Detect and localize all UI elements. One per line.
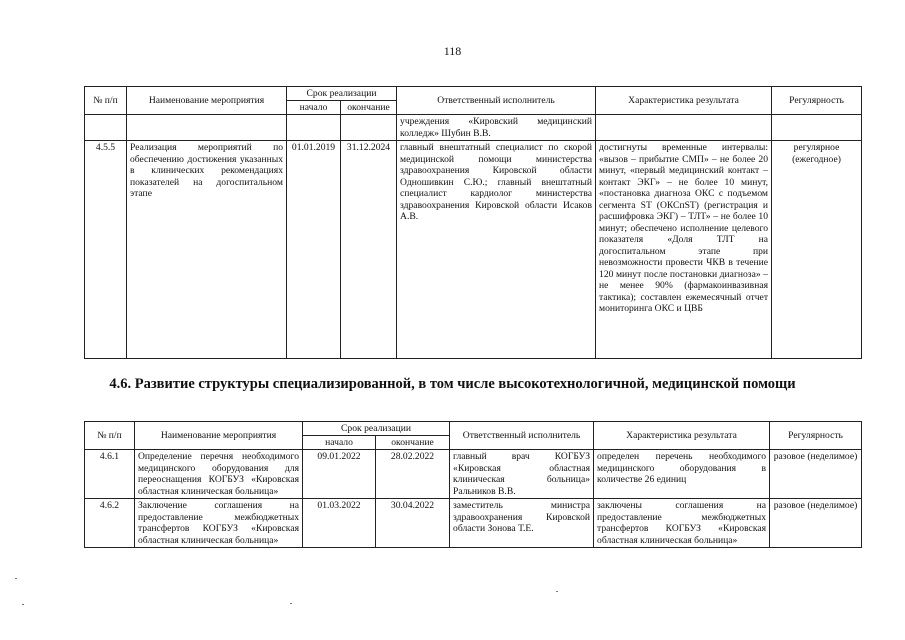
scan-speck [290, 603, 292, 604]
row-start: 09.01.2022 [303, 450, 376, 499]
header-executor: Ответственный исполнитель [397, 87, 596, 115]
row-end: 31.12.2024 [341, 141, 397, 359]
row-result: заключены соглашения на предоставление межбюджетных трансфертов КОГБУЗ «Кировская областная клиническая больница» [594, 499, 770, 548]
row-start: 01.03.2022 [303, 499, 376, 548]
header-regularity: Регулярность [770, 422, 862, 450]
header-name: Наименование мероприятия [135, 422, 303, 450]
measures-table-4-5 [84, 86, 862, 359]
row-name: Определение перечня необходимого медицинского оборудования для переоснащения КОГБУЗ «Кировская областная клиническая больница» [135, 450, 303, 499]
header-end: окончание [341, 101, 397, 115]
header-period: Срок реализации [287, 87, 397, 101]
header-end: окончание [376, 436, 450, 450]
header-executor: Ответственный исполнитель [450, 422, 594, 450]
table-header-row [85, 87, 862, 101]
table-row [85, 141, 862, 359]
row-executor: главный внештатный специалист по скорой медицинской помощи министерства здравоохранения Кировской области Одношивкин С.Ю.; главный внештатный специалист кардиолог министерства здравоохранения Кировской области Исаков А.В. [397, 141, 596, 359]
scan-speck [556, 591, 558, 592]
row-regularity: разовое (неделимое) [770, 450, 862, 499]
table-row [85, 499, 862, 548]
header-result: Характеристика результата [596, 87, 772, 115]
row-name: Реализация мероприятий по обеспечению достижения указанных в клинических рекомендациях показателей на догоспитальном этапе [127, 141, 287, 359]
row-num: 4.6.2 [85, 499, 135, 548]
row-num: 4.6.1 [85, 450, 135, 499]
row-executor: главный врач КОГБУЗ «Кировская областная клиническая больница» Ральников В.В. [450, 450, 594, 499]
scan-speck [15, 578, 17, 579]
header-period: Срок реализации [303, 422, 450, 436]
row-start: 01.01.2019 [287, 141, 341, 359]
row-num: 4.5.5 [85, 141, 127, 359]
measures-table-4-6 [84, 421, 862, 548]
header-num: № п/п [85, 422, 135, 450]
table-row [85, 450, 862, 499]
row-end: 28.02.2022 [376, 450, 450, 499]
row-regularity: регулярное (ежегодное) [772, 141, 862, 359]
scan-speck [22, 604, 24, 605]
header-start: начало [303, 436, 376, 450]
table-header-row [85, 422, 862, 436]
section-heading: 4.6. Развитие структуры специализированной, в том числе высокотехнологичной, медицинской помощи [109, 376, 796, 392]
row-result: достигнуты временные интервалы: «вызов – прибытие СМП» – не более 20 минут, «первый медицинский контакт – контакт ЭКГ» – не более 10 минут, «постановка диагноза ОКС с подъемом сегмента ST (ОКСпST) (регистрация и расшифровка ЭКГ) – ТЛТ» – не более 10 минут; обеспечено исполнение целевого показателя «Доля ТЛТ на догоспитальном этапе при невозможности провести ЧКВ в течение 120 минут после постановки диагноза» – не менее 90% (фармакоинвазивная тактика); составлен ежемесячный отчет мониторинга ОКС и ЦВБ [596, 141, 772, 359]
header-result: Характеристика результата [594, 422, 770, 450]
page-number: 118 [443, 44, 462, 58]
row-name: Заключение соглашения на предоставление межбюджетных трансфертов КОГБУЗ «Кировская областная клиническая больница» [135, 499, 303, 548]
row-executor: заместитель министра здравоохранения Кировской области Зонова Т.Е. [450, 499, 594, 548]
header-start: начало [287, 101, 341, 115]
row-result: определен перечень необходимого медицинского оборудования в количестве 26 единиц [594, 450, 770, 499]
continuation-executor: учреждения «Кировский медицинский колледж» Шубин В.В. [397, 115, 596, 141]
continuation-row [85, 115, 862, 141]
header-num: № п/п [85, 87, 127, 115]
row-regularity: разовое (неделимое) [770, 499, 862, 548]
row-end: 30.04.2022 [376, 499, 450, 548]
header-name: Наименование мероприятия [127, 87, 287, 115]
header-regularity: Регулярность [772, 87, 862, 115]
